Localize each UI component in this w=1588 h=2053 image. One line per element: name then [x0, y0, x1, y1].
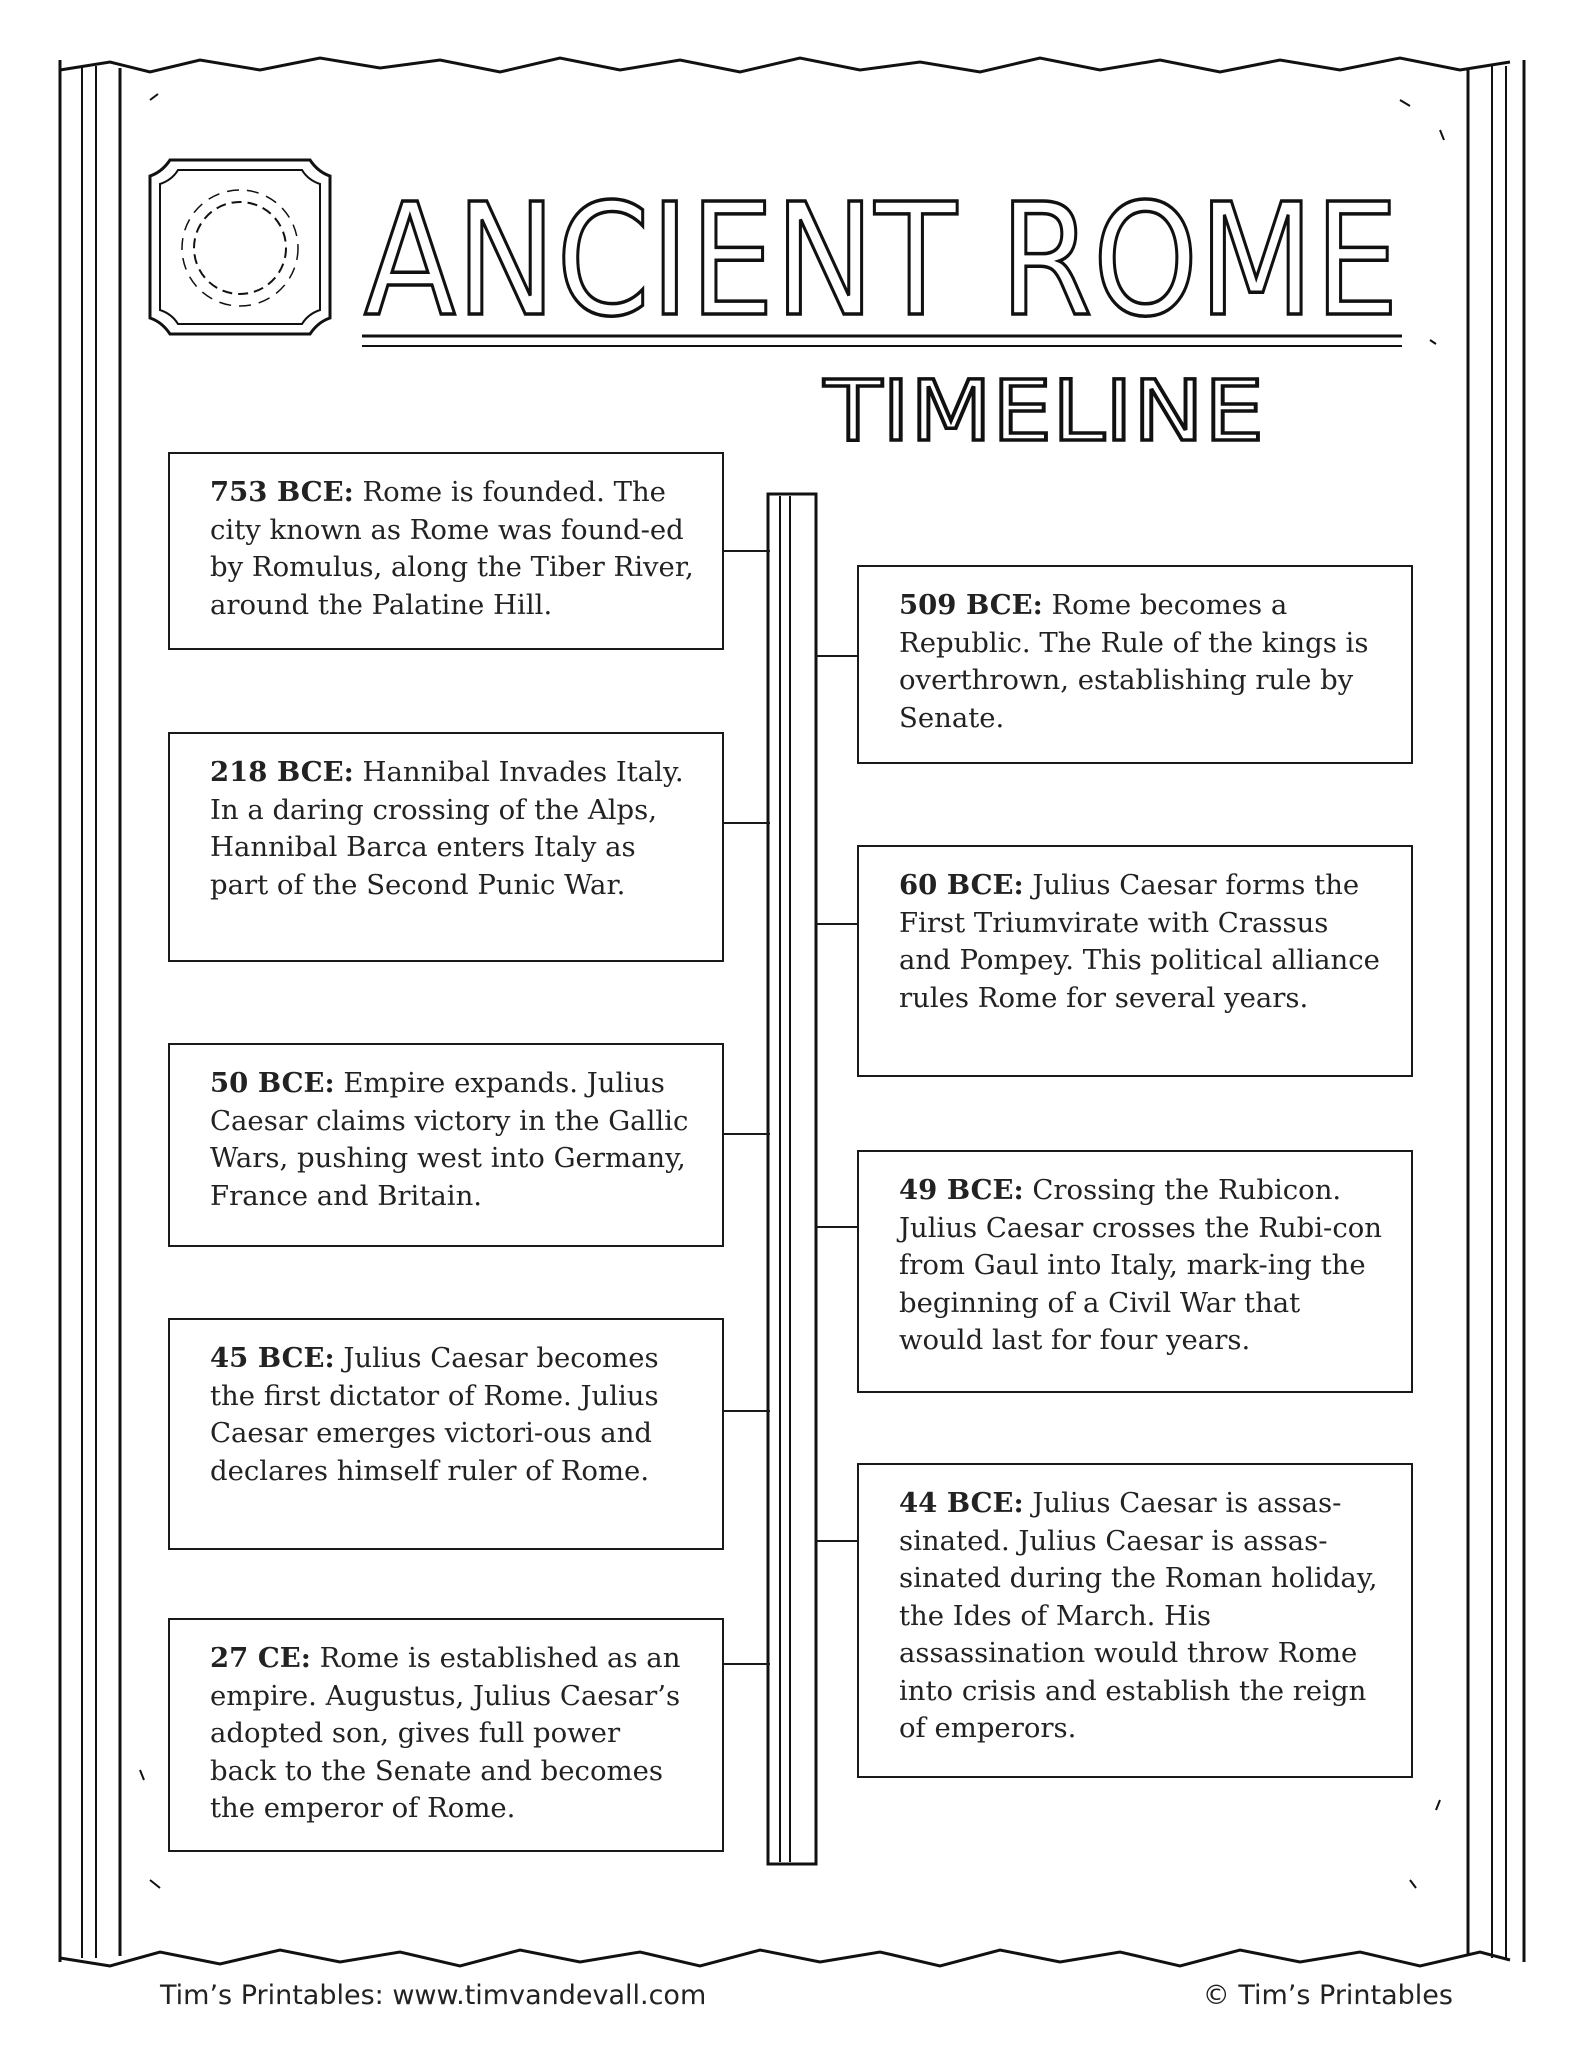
event-text: Julius Caesar is assas-sinated. Julius Caesar is assas-sinated during the Roman holiday, the Ides of March. His assassination would throw Rome into crisis and establish the reign of emperors. [899, 1487, 1378, 1744]
connector-line [816, 1540, 859, 1542]
connector-line [722, 1663, 770, 1665]
event-year: 49 BCE: [899, 1174, 1024, 1206]
subtitle-text: TIMELINE [822, 362, 1264, 460]
connector-line [722, 1133, 770, 1135]
event-year: 753 BCE: [210, 476, 354, 508]
event-text: Rome is founded. The city known as Rome was found-ed by Romulus, along the Tiber River, around the Palatine Hill. [210, 476, 694, 621]
connector-line [816, 923, 859, 925]
event-year: 44 BCE: [899, 1487, 1024, 1519]
timeline-event-27-ce [168, 1618, 724, 1852]
timeline-event-44-bce [857, 1463, 1413, 1778]
timeline-event-60-bce [857, 845, 1413, 1077]
connector-line [816, 1226, 859, 1228]
connector-line [722, 1410, 770, 1412]
page-subtitle [820, 358, 1280, 468]
event-text: Hannibal Invades Italy. In a daring crossing of the Alps, Hannibal Barca enters Italy as part of the Second Punic War. [210, 756, 684, 901]
event-year: 218 BCE: [210, 756, 354, 788]
connector-line [722, 822, 770, 824]
event-text: Rome becomes a Republic. The Rule of the kings is overthrown, establishing rule by Senate. [899, 589, 1369, 734]
laurel-wreath-icon [150, 160, 330, 334]
event-text: Julius Caesar forms the First Triumvirate with Crassus and Pompey. This political alliance rules Rome for several years. [899, 869, 1380, 1014]
timeline-event-509-bce [857, 565, 1413, 764]
footer-copyright: © Tim’s Printables [1202, 1980, 1453, 2011]
event-text: Rome is established as an empire. Augustus, Julius Caesar’s adopted son, gives full power back to the Senate and becomes the emperor of Rome. [210, 1642, 681, 1824]
event-text: Crossing the Rubicon. Julius Caesar crosses the Rubi-con from Gaul into Italy, mark-ing the beginning of a Civil War that would last for four years. [899, 1174, 1383, 1356]
event-year: 50 BCE: [210, 1067, 335, 1099]
timeline-event-218-bce [168, 732, 724, 962]
event-year: 509 BCE: [899, 589, 1043, 621]
event-year: 27 CE: [210, 1642, 311, 1674]
timeline-event-45-bce [168, 1318, 724, 1550]
title-text: ANCIENT ROME [364, 170, 1399, 351]
page-title [360, 150, 1410, 350]
timeline-event-49-bce [857, 1150, 1413, 1393]
footer-website: Tim’s Printables: www.timvandevall.com [160, 1980, 707, 2011]
event-text: Julius Caesar becomes the first dictator of Rome. Julius Caesar emerges victori-ous and declares himself ruler of Rome. [210, 1342, 659, 1487]
event-text: Empire expands. Julius Caesar claims victory in the Gallic Wars, pushing west into Germany, France and Britain. [210, 1067, 689, 1212]
event-year: 45 BCE: [210, 1342, 335, 1374]
timeline-pillar [768, 494, 816, 1864]
timeline-event-50-bce [168, 1043, 724, 1247]
connector-line [816, 655, 859, 657]
event-year: 60 BCE: [899, 869, 1024, 901]
connector-line [722, 550, 770, 552]
timeline-event-753-bce [168, 452, 724, 650]
